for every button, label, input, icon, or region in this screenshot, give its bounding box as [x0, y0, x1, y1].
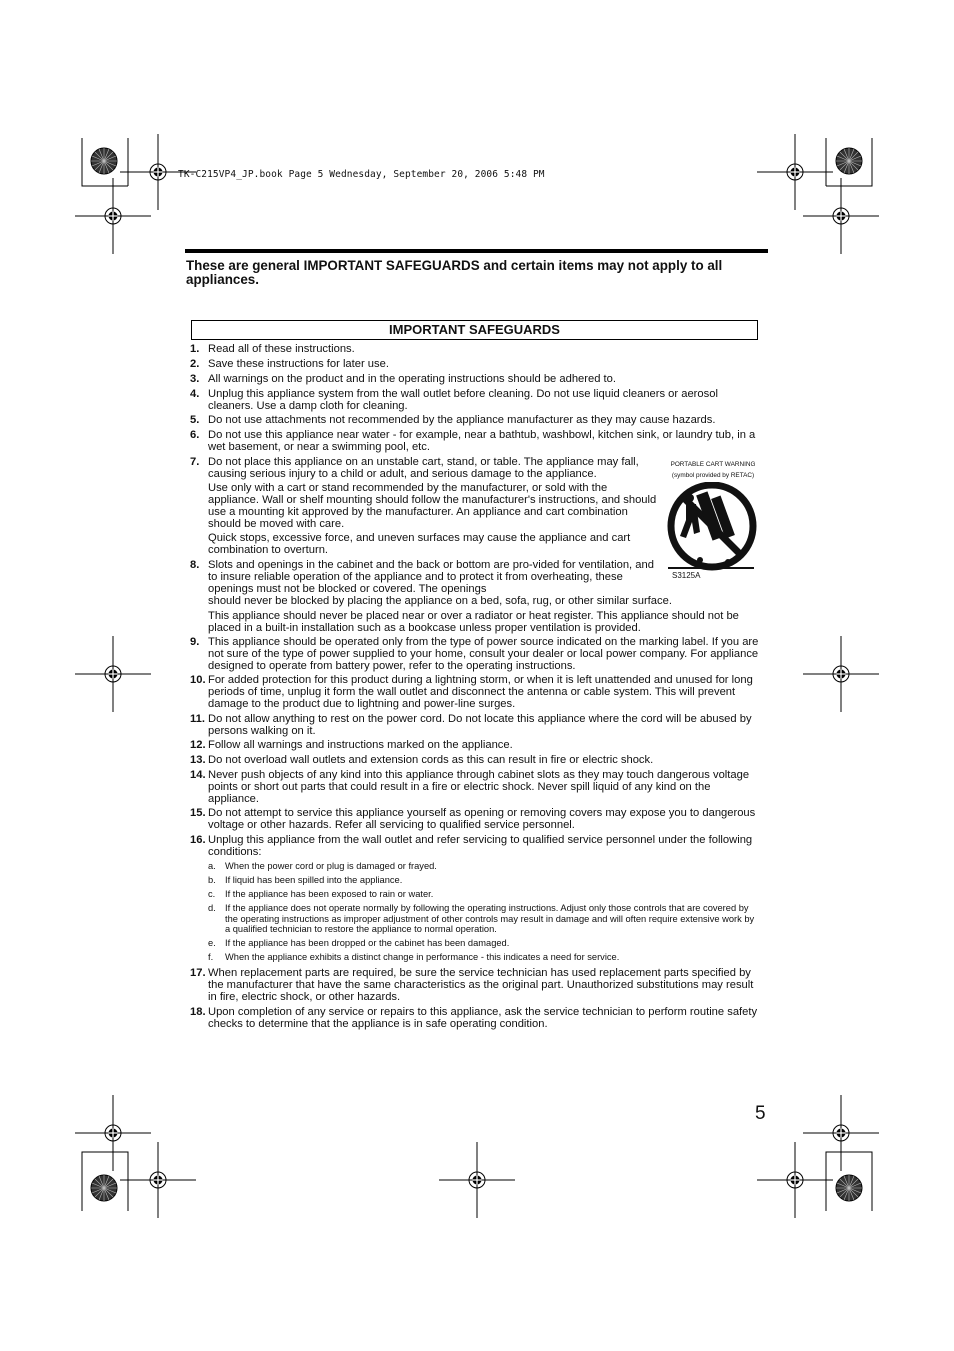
cart-warning-subcaption: (symbol provided by RETAC) [671, 472, 755, 479]
list-item [190, 807, 760, 831]
item-text: Save these instructions for later use. [208, 358, 389, 370]
sub-item-letter: a. [208, 861, 216, 871]
item-text-para: Quick stops, excessive force, and uneven surfaces may cause the appliance and cart combination to overturn. [208, 532, 631, 556]
item-text-para: This appliance should never be placed near or over a radiator or heat register. This appliance should not be placed in a built-in installation such as a bookcase unless proper ventilation is provided. [208, 610, 739, 634]
sub-item [208, 938, 758, 949]
item-number: 16. [190, 834, 206, 846]
item-text: Do not use this appliance near water - for example, near a bathtub, washbowl, kitchen sink, or laundry tub, in a wet basement, or near a swimming pool, etc. [208, 429, 756, 453]
item-text: Slots and openings in the cabinet and the back or bottom are pro-vided for ventilation, and to insure reliable operation of the appliance and to protect it from overheating, these openings must not be blocked or covered. The openings [208, 559, 654, 595]
list-item [190, 388, 760, 412]
sub-item-text: When the power cord or plug is damaged or frayed. [225, 861, 437, 871]
list-item [190, 429, 760, 453]
item-text: This appliance should be operated only from the type of power source indicated on the marking label. If you are not sure of the type of power supplied to your home, consult your dealer or local power company. For appliance designed to operate from battery power, refer to the operating instructions. [208, 636, 759, 672]
item-text: Read all of these instructions. [208, 343, 355, 355]
item-text: Never push objects of any kind into this appliance through cabinet slots as they may touch dangerous voltage points or short out parts that could result in a fire or electric shock. Never spill liquid of any kind on the appliance. [208, 769, 750, 805]
item-number: 1. [190, 343, 200, 355]
item-number: 5. [190, 414, 200, 426]
list-item [190, 754, 760, 766]
item-number: 12. [190, 739, 206, 751]
item-text: Do not allow anything to rest on the power cord. Do not locate this appliance where the cord will be abused by persons walking on it. [208, 713, 752, 737]
list-item [190, 834, 760, 858]
sub-item-text: When the appliance exhibits a distinct change in performance - this indicates a need for service. [225, 952, 620, 962]
item-number: 14. [190, 769, 206, 781]
list-item [190, 414, 760, 426]
cart-warning-code: S3125A [672, 571, 701, 580]
item-text: Do not overload wall outlets and extension cords as this can result in fire or electric shock. [208, 754, 654, 766]
sub-item-letter: b. [208, 875, 216, 885]
sub-item-letter: f. [208, 952, 214, 962]
sub-item [208, 889, 758, 900]
print-header: TK-C215VP4_JP.book Page 5 Wednesday, September 20, 2006 5:48 PM [178, 169, 545, 180]
list-item [190, 636, 760, 672]
item-number: 4. [190, 388, 200, 400]
item-text: Do not attempt to service this appliance yourself as opening or removing covers may expose you to dangerous voltage or other hazards. Refer all servicing to qualified service personnel. [208, 807, 756, 831]
item-text-cont: should never be blocked by placing the appliance on a bed, sofa, rug, or other similar surface. [208, 595, 672, 607]
item-text: Follow all warnings and instructions marked on the appliance. [208, 739, 513, 751]
cart-warning-caption: PORTABLE CART WARNING [670, 461, 756, 468]
item-text: Do not use attachments not recommended by the appliance manufacturer as they may cause hazards. [208, 414, 716, 426]
intro-heading: These are general IMPORTANT SAFEGUARDS and certain items may not apply to all appliances. [186, 258, 723, 287]
item-text: Unplug this appliance from the wall outlet and refer servicing to qualified service personnel under the following conditions: [208, 834, 753, 858]
item-text-para: Use only with a cart or stand recommended by the manufacturer, or sold with the appliance. Wall or shelf mounting should follow the manufacturer's instructions, and should use a mounting kit approved by the manufacturer. An appliance and cart combination should be moved with care. [208, 482, 657, 530]
list-item [190, 343, 760, 355]
item-number: 17. [190, 967, 206, 979]
sub-item [208, 875, 758, 886]
top-rule [185, 249, 768, 253]
sub-item-letter: e. [208, 938, 216, 948]
list-item [190, 1006, 760, 1030]
list-item [190, 713, 760, 737]
list-item [190, 456, 660, 556]
sub-item-text: If the appliance has been exposed to rain or water. [225, 889, 434, 899]
item-number: 10. [190, 674, 206, 686]
list-item [190, 373, 760, 385]
list-item [190, 358, 760, 370]
item-number: 6. [190, 429, 200, 441]
list-item [190, 739, 760, 751]
list-item [190, 769, 760, 805]
cart-warning-icon [666, 482, 760, 572]
item-text: Do not place this appliance on an unstable cart, stand, or table. The appliance may fall, causing serious injury to a child or adult, and serious damage to the appliance. [208, 456, 639, 480]
item-text: All warnings on the product and in the operating instructions should be adhered to. [208, 373, 616, 385]
item-number: 7. [190, 456, 200, 468]
item-text: When replacement parts are required, be sure the service technician has used replacement parts specified by the manufacturer that have the same characteristics as the original part. Unauthorized substitutions may result in fire, electric shock, or other hazards. [208, 967, 754, 1003]
item-number: 9. [190, 636, 200, 648]
sub-item-text: If the appliance does not operate normally by following the operating instructions. Adjust only those controls that are covered by the operating instructions as improper adjustment of other controls may result in damage and will often require extensive work by a qualified technician to restore the appliance to normal operation. [225, 903, 755, 935]
sub-item [208, 903, 758, 935]
sub-item-text: If liquid has been spilled into the appliance. [225, 875, 403, 885]
page-number: 5 [755, 1103, 766, 1124]
sub-item-letter: d. [208, 903, 216, 913]
sub-item [208, 952, 758, 963]
sub-item-letter: c. [208, 889, 216, 899]
item-number: 3. [190, 373, 200, 385]
item-number: 11. [190, 713, 205, 725]
list-item [190, 674, 760, 710]
section-title: IMPORTANT SAFEGUARDS [191, 320, 758, 340]
item-text: Upon completion of any service or repairs to this appliance, ask the service technician to perform routine safety checks to determine that the appliance is in safe operating condition. [208, 1006, 758, 1030]
item-number: 8. [190, 559, 200, 571]
list-item [190, 967, 760, 1003]
item-number: 2. [190, 358, 200, 370]
item-text: Unplug this appliance system from the wall outlet before cleaning. Do not use liquid cleaners or aerosol cleaners. Use a damp cloth for cleaning. [208, 388, 718, 412]
item-number: 13. [190, 754, 206, 766]
item-text: For added protection for this product during a lightning storm, or when it is left unattended and unused for long periods of time, unplug it form the wall outlet and disconnect the antenna or cable system. This will prevent damage to the product due to lightning and power-line surges. [208, 674, 753, 710]
sub-item [208, 861, 758, 872]
item-number: 18. [190, 1006, 206, 1018]
sub-item-text: If the appliance has been dropped or the cabinet has been damaged. [225, 938, 510, 948]
item-number: 15. [190, 807, 206, 819]
